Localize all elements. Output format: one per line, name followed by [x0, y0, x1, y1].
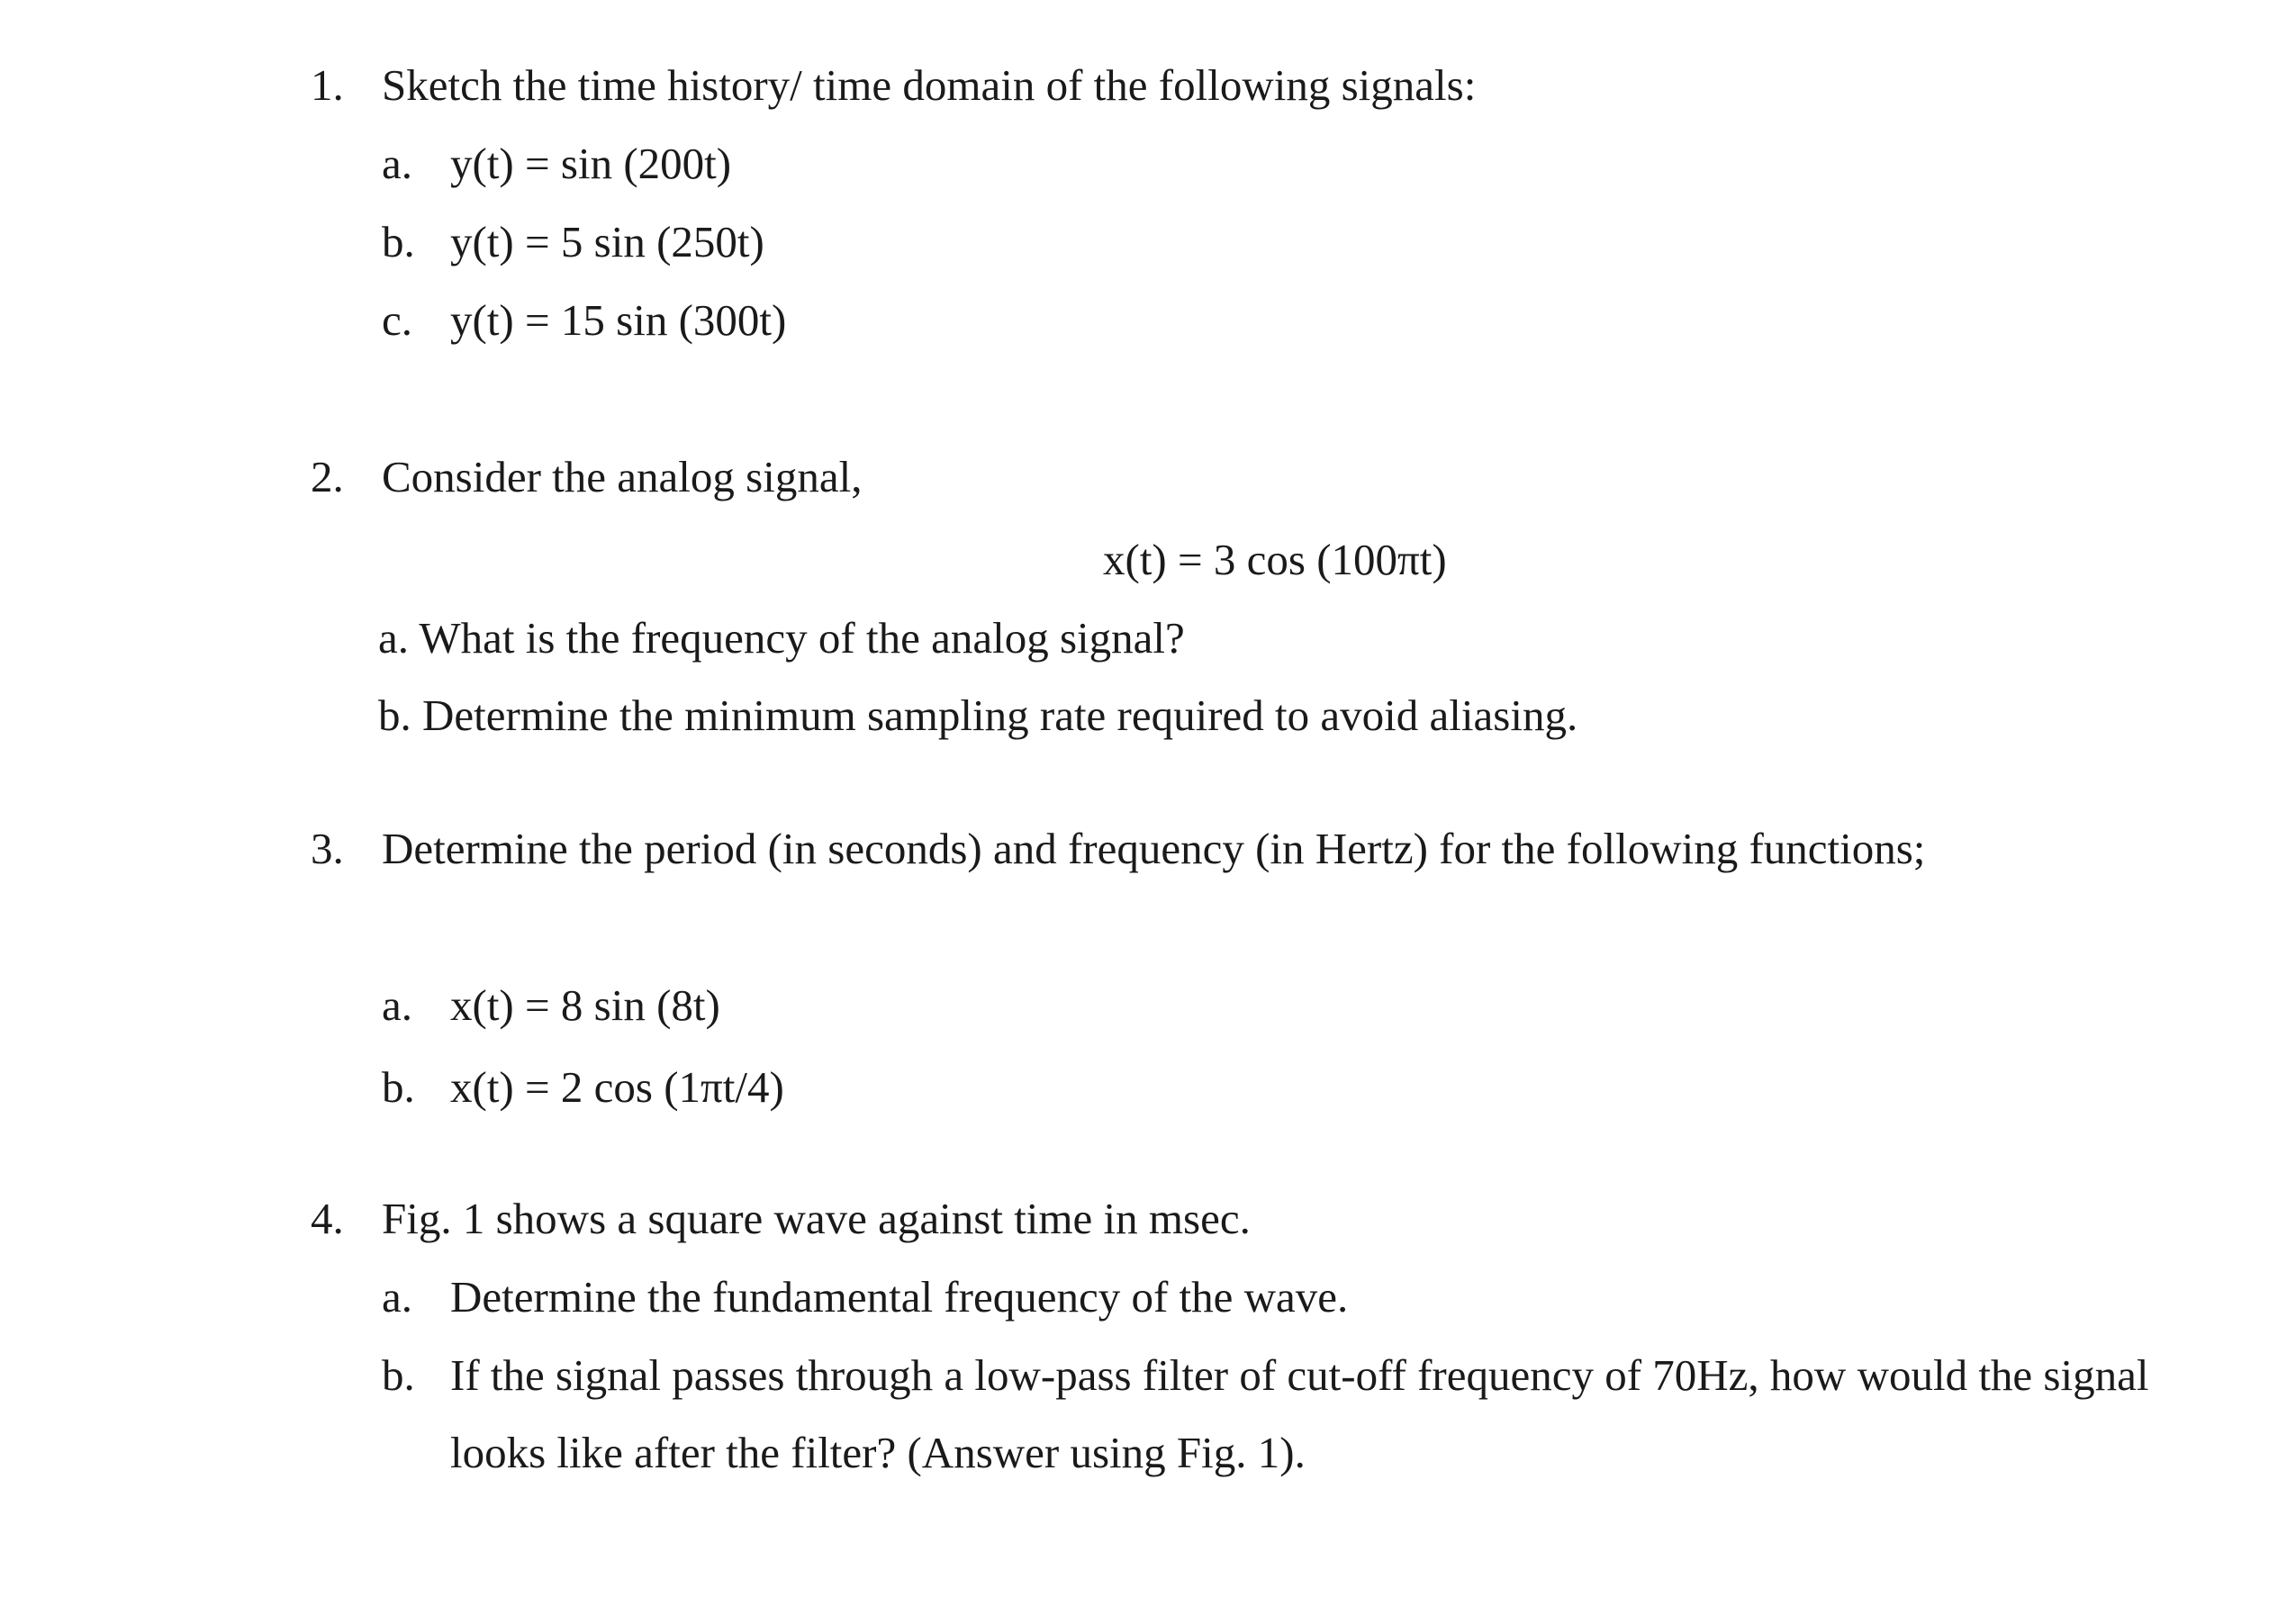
- item-label: a.: [382, 980, 412, 1030]
- question-number: 3.: [311, 824, 344, 873]
- item-label: b.: [382, 1062, 415, 1112]
- question-number: 4.: [311, 1194, 344, 1243]
- item-text: If the signal passes through a low-pass filter of cut-off frequency of 70Hz, how would the signal: [450, 1350, 2149, 1400]
- question-text: Consider the analog signal,: [382, 452, 863, 501]
- question-text: Fig. 1 shows a square wave against time in msec.: [382, 1194, 1251, 1243]
- item-equation: x(t) = 8 sin (8t): [450, 980, 720, 1030]
- item-label: b.: [382, 217, 415, 266]
- item-label: a.: [382, 139, 412, 188]
- item-equation: y(t) = 15 sin (300t): [450, 295, 787, 345]
- centered-equation: x(t) = 3 cos (100πt): [1103, 535, 1447, 584]
- sub-question: b. Determine the minimum sampling rate required to avoid aliasing.: [378, 690, 1578, 740]
- item-label: a.: [382, 1272, 412, 1322]
- sub-question: a. What is the frequency of the analog signal?: [378, 613, 1185, 663]
- question-number: 2.: [311, 452, 344, 501]
- question-number: 1.: [311, 60, 344, 110]
- item-label: c.: [382, 295, 412, 345]
- item-equation: x(t) = 2 cos (1πt/4): [450, 1062, 784, 1112]
- item-text-continuation: looks like after the filter? (Answer using Fig. 1).: [450, 1428, 1306, 1477]
- question-text: Determine the period (in seconds) and frequency (in Hertz) for the following functions;: [382, 824, 1926, 873]
- item-text: Determine the fundamental frequency of the wave.: [450, 1272, 1349, 1322]
- item-equation: y(t) = sin (200t): [450, 139, 732, 188]
- item-label: b.: [382, 1350, 415, 1400]
- question-text: Sketch the time history/ time domain of the following signals:: [382, 60, 1477, 110]
- item-equation: y(t) = 5 sin (250t): [450, 217, 764, 266]
